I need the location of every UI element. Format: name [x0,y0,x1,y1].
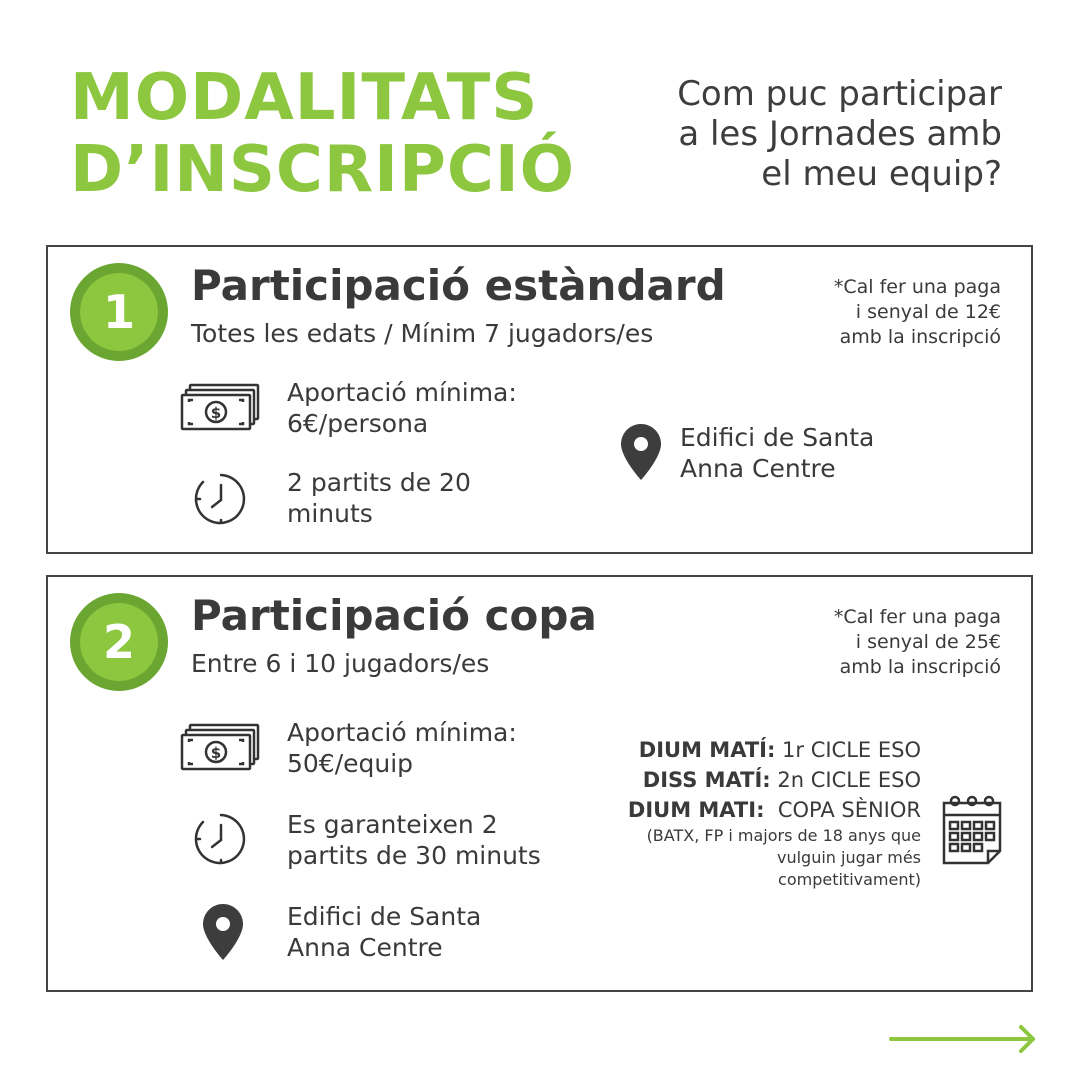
money-icon [180,722,262,774]
schedule-block [521,735,921,891]
card-title: Participació copa [191,591,597,640]
card-cup-participation [46,575,1033,992]
schedule-day: DIUM MATÍ: [638,738,776,762]
duration-text [287,809,541,871]
location-line-1: Edifici de Santa [680,423,875,452]
svg-text:$: $ [210,404,222,422]
card-title: Participació estàndard [191,261,726,310]
calendar-icon [941,793,1003,865]
duration-line-2: partits de 30 minuts [287,841,541,870]
schedule-row [521,765,921,795]
deposit-note-line-2: i senyal de 12€ [855,301,1001,323]
title-line-2: D’INSCRIPCIÓ [70,133,576,207]
subtitle-line-3: el meu equip? [761,154,1002,194]
svg-text:$: $ [210,744,222,762]
schedule-note [521,825,921,891]
number-badge-value: 2 [80,603,158,681]
deposit-note-line-2: i senyal de 25€ [855,631,1001,653]
deposit-note-line-3: amb la inscripció [839,326,1001,348]
fee-line-1: Aportació mínima: [287,718,517,747]
schedule-note-line-3: competitivament) [778,870,921,889]
money-icon [180,382,262,434]
location-pin-icon [201,902,245,962]
location-line-1: Edifici de Santa [287,902,482,931]
card-subtitle: Totes les edats / Mínim 7 jugadors/es [191,319,654,348]
fee-line-2: 6€/persona [287,409,429,438]
deposit-note [741,605,1001,680]
deposit-note [741,275,1001,350]
card-subtitle: Entre 6 i 10 jugadors/es [191,649,490,678]
clock-icon [194,472,248,526]
schedule-group: COPA SÈNIOR [764,798,921,822]
deposit-note-line-1: *Cal fer una paga [833,276,1001,298]
location-line-2: Anna Centre [680,454,836,483]
schedule-row [521,795,921,825]
duration-line-1: Es garanteixen 2 [287,810,498,839]
schedule-note-line-2: vulguin jugar més [777,848,921,867]
fee-line-2: 50€/equip [287,749,414,778]
card-standard-participation [46,245,1033,554]
title-line-1: MODALITATS [70,61,539,135]
location-text [680,422,874,484]
fee-line-1: Aportació mínima: [287,378,517,407]
deposit-note-line-3: amb la inscripció [839,656,1001,678]
number-badge [70,263,168,361]
arrow-right-icon[interactable] [889,1022,1039,1056]
clock-icon [194,812,248,866]
number-badge [70,593,168,691]
schedule-row [521,735,921,765]
location-text [287,901,481,963]
deposit-note-line-1: *Cal fer una paga [833,606,1001,628]
duration-text [287,467,471,529]
location-pin-icon [619,422,663,482]
duration-line-1: 2 partits de 20 [287,468,471,497]
schedule-day: DISS MATÍ: [642,768,771,792]
fee-text [287,717,517,779]
schedule-day: DIUM MATI: [627,798,765,822]
subtitle-line-2: a les Jornades amb [678,114,1002,154]
schedule-group: 2n CICLE ESO [770,768,921,792]
duration-line-2: minuts [287,499,373,528]
schedule-note-line-1: (BATX, FP i majors de 18 anys que [646,826,921,845]
location-line-2: Anna Centre [287,933,443,962]
page-title [70,62,575,206]
page-subtitle [582,74,1002,194]
subtitle-line-1: Com puc participar [677,74,1002,114]
number-badge-value: 1 [80,273,158,351]
schedule-group: 1r CICLE ESO [775,738,921,762]
fee-text [287,377,517,439]
